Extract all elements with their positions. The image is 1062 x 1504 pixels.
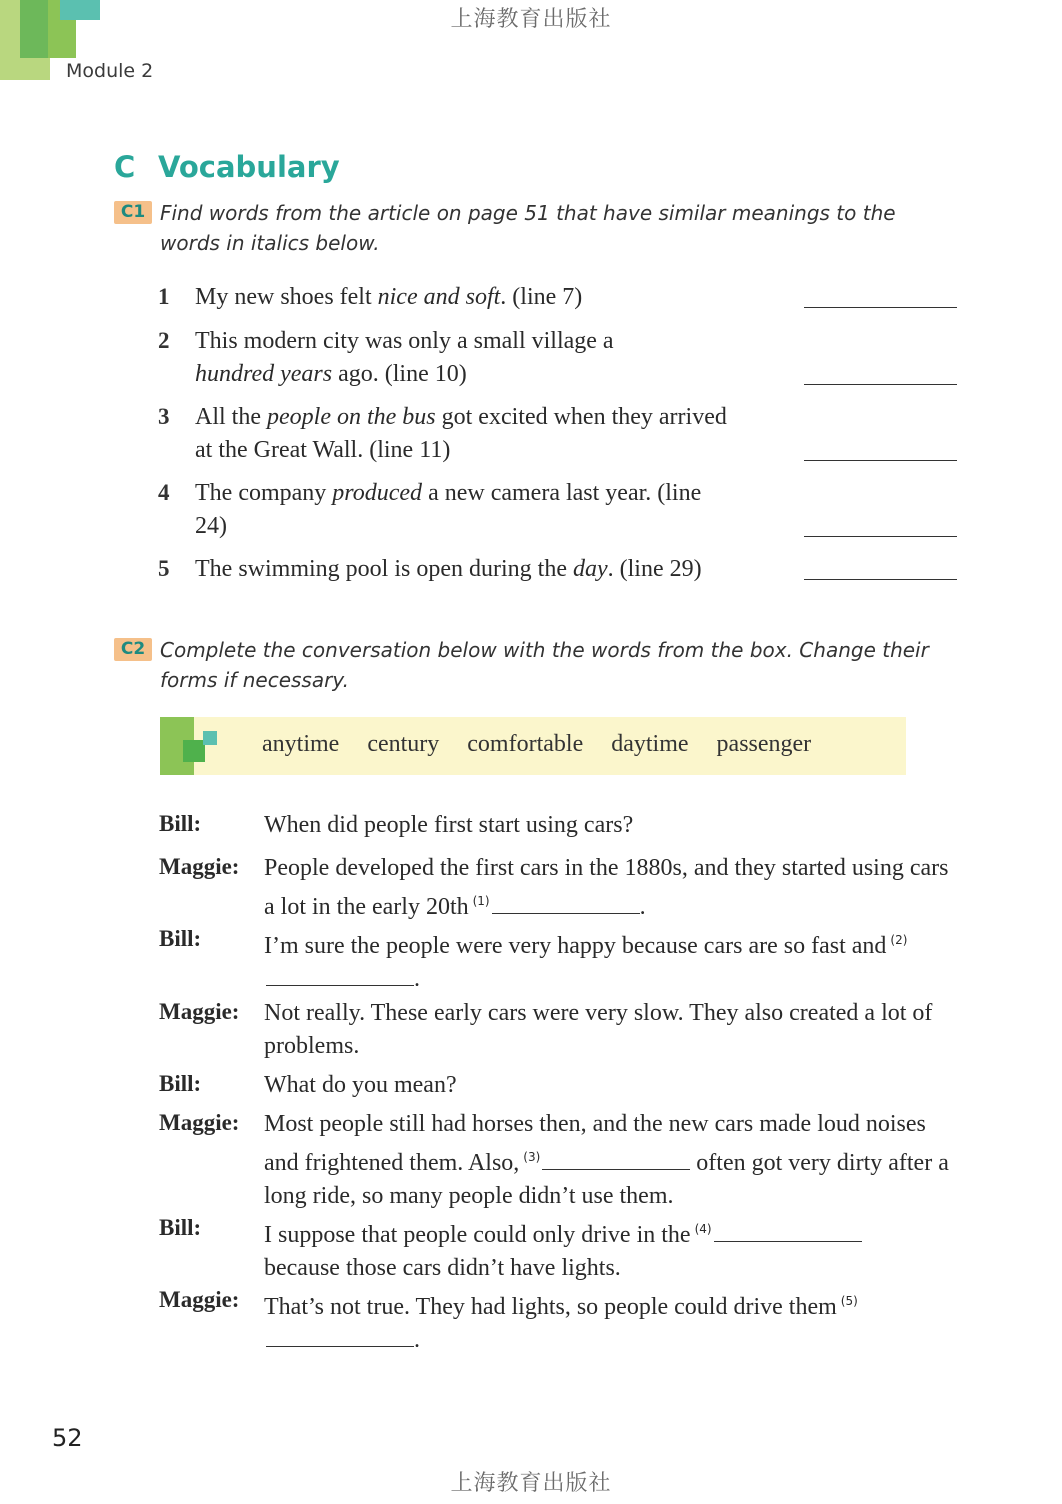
question-text: My new shoes felt nice and soft. (line 7) — [195, 284, 583, 310]
section-title: Vocabulary — [158, 150, 340, 184]
question-text: This modern city was only a small village a hundred years ago. (line 10) — [195, 328, 614, 387]
c2-instruction: Complete the conversation below with the words from the box. Change their forms if necessary. — [160, 638, 929, 692]
blank-number: (3) — [523, 1150, 541, 1164]
dialogue-line: Most people still had horses then, and the new cars made loud noises and frightened them. Also, $^{(3)}$ often got very dirty after a long ride, so many people didn’t use them. — [264, 1111, 949, 1209]
word-box-words — [262, 731, 833, 758]
question-number: 4 — [158, 480, 170, 505]
question-number: 1 — [158, 284, 170, 309]
speaker-label: Maggie: — [159, 1287, 240, 1312]
speaker-label: Bill: — [159, 1071, 202, 1096]
question-text: The company produced a new camera last year. (line 24) — [195, 480, 702, 539]
word-option: daytime — [611, 731, 689, 757]
answer-line[interactable] — [804, 579, 957, 580]
fill-in-blank[interactable] — [266, 1324, 414, 1347]
speaker-label: Maggie: — [159, 1110, 240, 1135]
fill-in-blank[interactable] — [492, 891, 640, 914]
answer-line[interactable] — [804, 460, 957, 461]
word-option: century — [367, 731, 440, 757]
answer-line[interactable] — [804, 384, 957, 385]
word-box-decoration — [183, 740, 205, 762]
question-text: The swimming pool is open during the day. (line 29) — [195, 556, 702, 582]
exercise-tag-c1: C1 — [114, 201, 152, 224]
dialogue-line: I’m sure the people were very happy because cars are so fast and $^{(2)}$. — [264, 933, 908, 992]
c1-instruction: Find words from the article on page 51 that have similar meanings to the words in italics below. — [160, 201, 896, 255]
answer-line[interactable] — [804, 307, 957, 308]
speaker-label: Bill: — [159, 1215, 202, 1240]
speaker-label: Maggie: — [159, 854, 240, 879]
word-box-decoration — [203, 731, 217, 745]
word-option: passenger — [716, 731, 812, 757]
exercise-tag-c2: C2 — [114, 638, 152, 661]
dialogue-line: That’s not true. They had lights, so people could drive them $^{(5)}$. — [264, 1294, 858, 1353]
blank-number: (4) — [694, 1222, 712, 1236]
dialogue-line: People developed the first cars in the 1880s, and they started using cars a lot in the early 20th $^{(1)}$ . — [264, 855, 949, 920]
fill-in-blank[interactable] — [266, 963, 414, 986]
speaker-label: Maggie: — [159, 999, 240, 1024]
word-option: comfortable — [467, 731, 584, 757]
dialogue-line: When did people first start using cars? — [264, 812, 634, 838]
answer-line[interactable] — [804, 536, 957, 537]
footer-publisher: 上海教育出版社 — [450, 1470, 612, 1495]
fill-in-blank[interactable] — [714, 1219, 862, 1242]
fill-in-blank[interactable] — [542, 1147, 690, 1170]
blank-number: (5) — [840, 1294, 858, 1308]
question-text: All the people on the bus got excited when they arrived at the Great Wall. (line 11) — [195, 404, 727, 463]
word-option: anytime — [262, 731, 340, 757]
question-number: 3 — [158, 404, 170, 429]
dialogue-line: I suppose that people could only drive in the $^{(4)}$ because those cars didn’t have lights. — [264, 1213, 924, 1285]
page-number: 52 — [52, 1424, 83, 1452]
blank-number: (2) — [890, 933, 908, 947]
module-label: Module 2 — [66, 60, 154, 82]
header-publisher: 上海教育出版社 — [450, 6, 612, 31]
section-letter: C — [114, 150, 136, 184]
blank-number: (1) — [472, 894, 490, 908]
question-number: 5 — [158, 556, 170, 581]
speaker-label: Bill: — [159, 811, 202, 836]
dialogue-line: Not really. These early cars were very slow. They also created a lot of problems. — [264, 1000, 933, 1059]
question-number: 2 — [158, 328, 170, 353]
speaker-label: Bill: — [159, 926, 202, 951]
dialogue-line: What do you mean? — [264, 1072, 457, 1098]
